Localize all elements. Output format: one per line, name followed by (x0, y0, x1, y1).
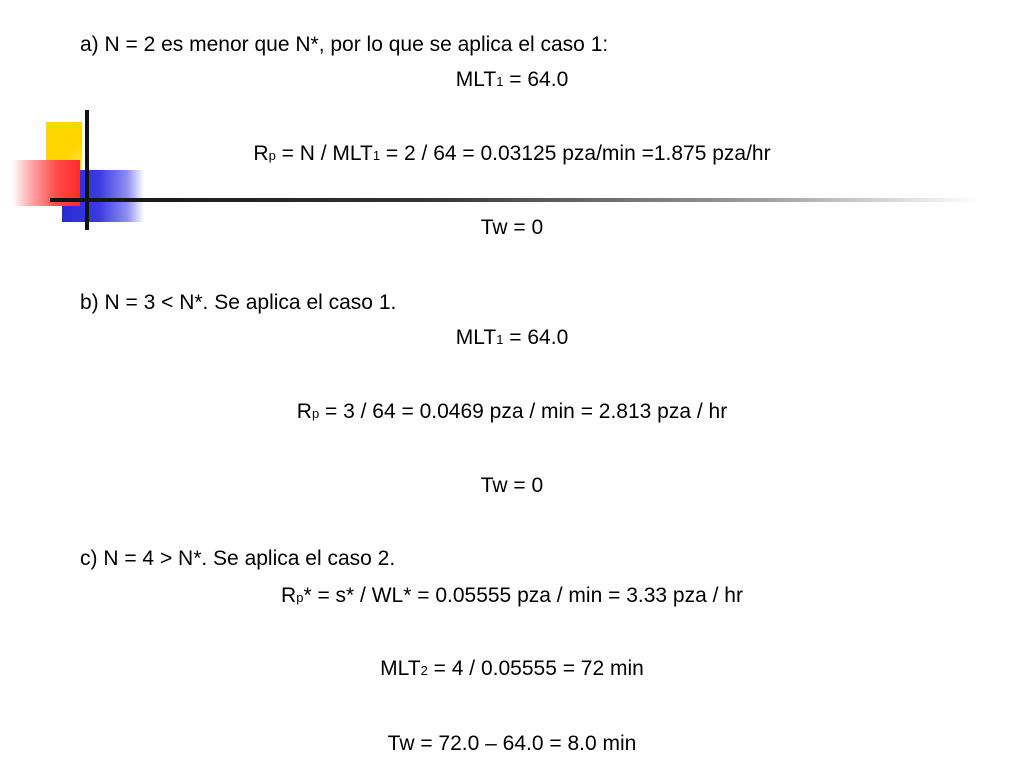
case-b-rp-symbol: R (296, 400, 312, 423)
case-b-heading: b) N = 3 < N*. Se aplica el caso 1. (80, 291, 397, 314)
case-a-mlt-subscript: 1 (496, 74, 504, 89)
case-c-mlt-subscript: 2 (420, 663, 428, 678)
case-a-mlt-equation (0, 67, 1024, 95)
case-b-mlt-subscript: 1 (496, 332, 504, 347)
case-a-rp-value: = 2 / 64 = 0.03125 pza/min =1.875 pza/hr (380, 142, 771, 165)
case-c-tw-equation: Tw = 72.0 – 64.0 = 8.0 min (387, 732, 637, 755)
case-c-mlt-symbol: MLT (380, 657, 421, 680)
case-a-heading: a) N = 2 es menor que N*, por lo que se aplica el caso 1: (80, 33, 609, 56)
case-c-rp-subscript: p (296, 590, 304, 605)
case-a-rp-subscript: p (268, 148, 276, 163)
case-b-mlt-equation (0, 325, 1024, 353)
case-c-rp-value: * = s* / WL* = 0.05555 pza / min = 3.33 pza / hr (303, 584, 743, 607)
case-a-tw-equation: Tw = 0 (480, 216, 544, 239)
case-b-mlt-symbol: MLT (455, 326, 497, 349)
case-b-rp-equation (0, 399, 1024, 427)
logo-horizontal-line (50, 198, 980, 202)
case-a-mlt-symbol: MLT (455, 68, 497, 91)
case-a-mlt-value: = 64.0 (503, 68, 569, 91)
case-b-mlt-value: = 64.0 (503, 326, 569, 349)
case-a-rp-symbol: R (253, 142, 269, 165)
case-b-rp-value: = 3 / 64 = 0.0469 pza / min = 2.813 pza / hr (319, 400, 728, 423)
case-a-rp-equation (0, 141, 1024, 169)
logo-vertical-line (85, 110, 89, 230)
case-a-rp-middle: = N / MLT (275, 142, 373, 165)
case-a-rp-mlt-subscript: 1 (372, 148, 381, 163)
case-c-heading: c) N = 4 > N*. Se aplica el caso 2. (80, 547, 396, 570)
case-c-rp-equation (0, 583, 1024, 611)
case-b-rp-subscript: p (311, 406, 320, 421)
case-c-mlt-equation (0, 656, 1024, 684)
case-c-rp-symbol: R (281, 584, 297, 607)
case-b-tw-equation: Tw = 0 (480, 474, 544, 497)
case-c-mlt-value: = 4 / 0.05555 = 72 min (427, 657, 644, 680)
